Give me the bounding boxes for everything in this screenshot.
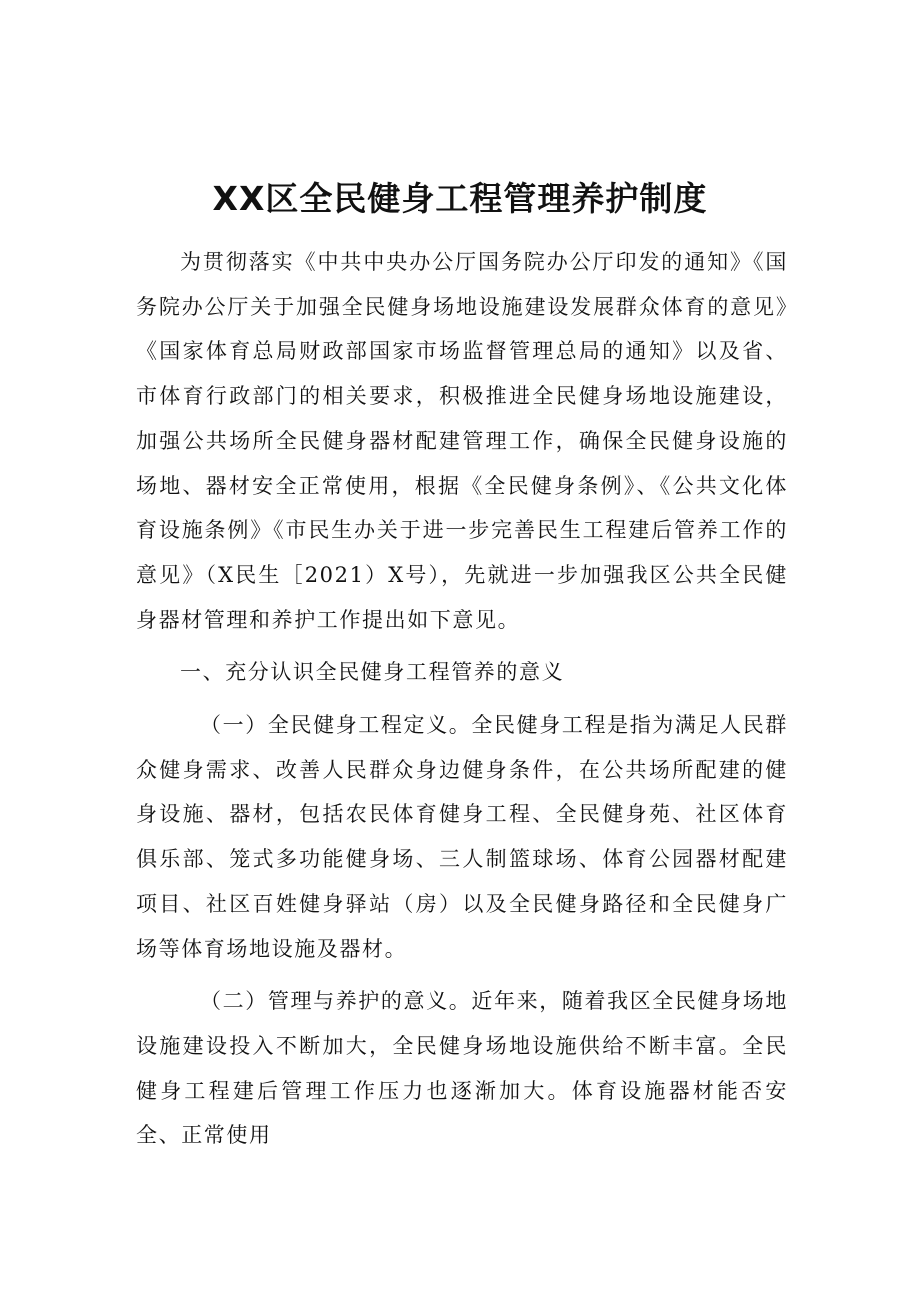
document-body <box>136 240 788 1158</box>
document-title: XX区全民健身工程管理养护制度 <box>212 179 708 218</box>
paragraph-gap <box>136 642 788 650</box>
section-heading: 一、充分认识全民健身工程管养的意义 <box>180 660 565 685</box>
subsection-paragraph-2: （二）管理与养护的意义。近年来，随着我区全民健身场地设施建设投入不断加大，全民健身场地设施供给不断丰富。全民健身工程建后管理工作压力也逐渐加大。体育设施器材能否安全、正常使用 <box>136 989 788 1148</box>
paragraph-gap <box>136 695 788 703</box>
subsection-paragraph-1: （一）全民健身工程定义。全民健身工程是指为满足人民群众健身需求、改善人民群众身边健身条件，在公共场所配建的健身设施、器材，包括农民体育健身工程、全民健身苑、社区体育俱乐部、笼式多功能健身场、三人制篮球场、体育公园器材配建项目、社区百姓健身驿站（房）以及全民健身路径和全民健身广场等体育场地设施及器材。 <box>136 713 788 961</box>
paragraph-gap <box>136 971 788 979</box>
intro-paragraph: 为贯彻落实《中共中央办公厅国务院办公厅印发的通知》《国务院办公厅关于加强全民健身场地设施建设发展群众体育的意见》《国家体育总局财政部国家市场监督管理总局的通知》以及省、市体育行政部门的相关要求，积极推进全民健身场地设施建设，加强公共场所全民健身器材配建管理工作，确保全民健身设施的场地、器材安全正常使用，根据《全民健身条例》、《公共文化体育设施条例》《市民生办关于进一步完善民生工程建后管养工作的意见》（X民生［2021）X号），先就进一步加强我区公共全民健身器材管理和养护工作提出如下意见。 <box>136 250 788 632</box>
